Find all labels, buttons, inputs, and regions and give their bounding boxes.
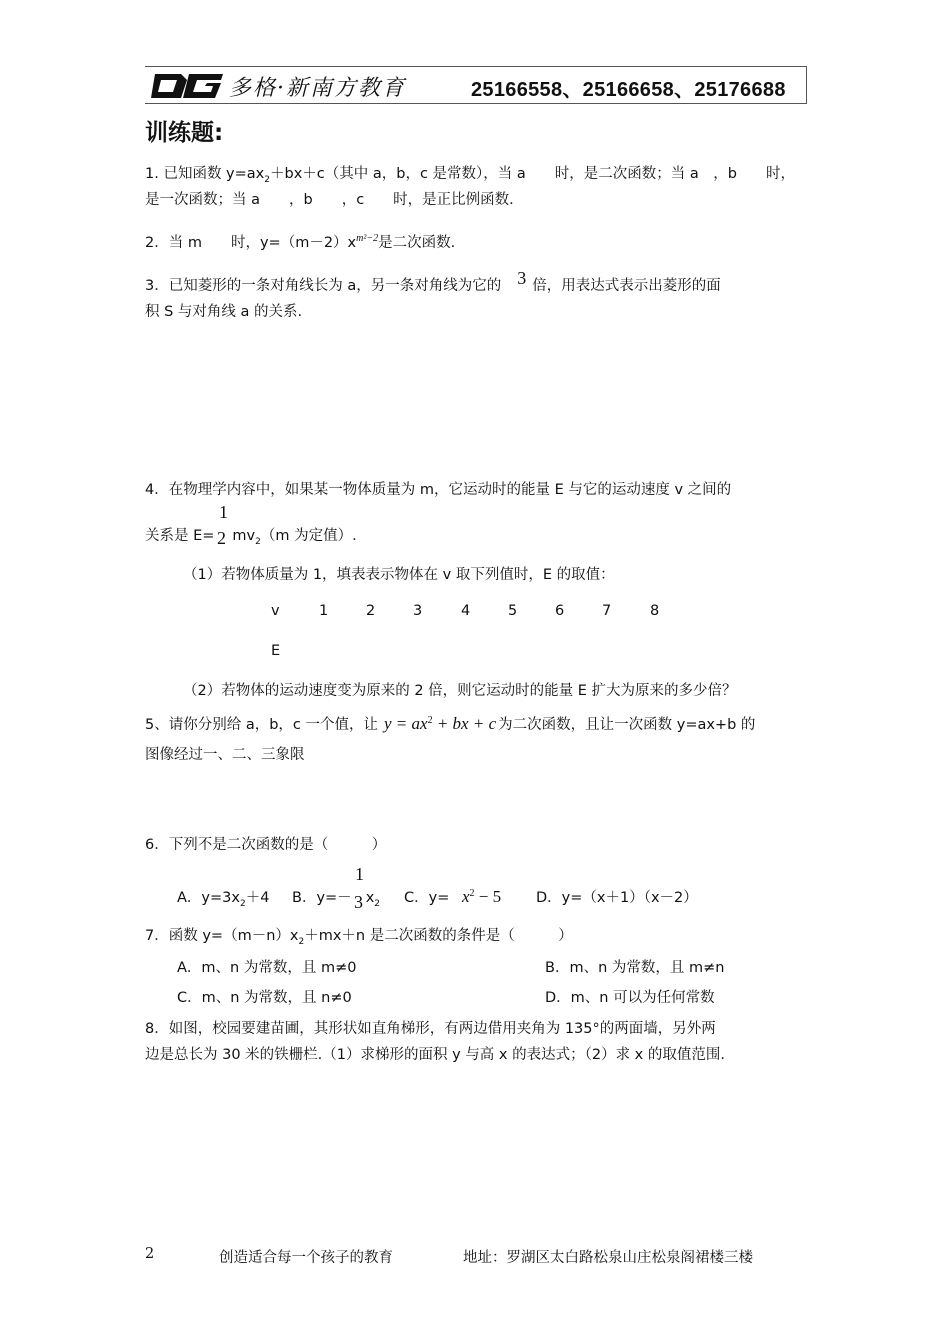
q6-option-b: B．$y=- x_2$	[292, 890, 381, 909]
q4-part1: （1）若物体质量为 1，填表表示物体在 v 取下列值时，E 的取值：	[183, 567, 615, 583]
footer-address: 地址：罗湖区太白路松泉山庄松泉阁裙楼三楼	[463, 1250, 753, 1266]
q4-line1: 4．在物理学内容中，如果某一物体质量为 m，它运动时的能量 E 与它的运动速度 v 之间的	[145, 482, 732, 498]
q7-stem: 7．函数 $y=(m-n)x_2+mx+n$ 是二次函数的条件是（ ）	[145, 928, 573, 947]
q1-line1: 1. 已知函数 $y=ax_2+bx+c$（其中 a，b，c 是常数），当 a 时，是二次函数；当 a ，b 时，	[145, 166, 795, 185]
q7-option-c: C．m、n 为常数，且 n≠0	[177, 990, 352, 1006]
brand-name: 多格·新南方教育	[229, 76, 406, 101]
q3-line2: 积 S 与对角线 a 的关系.	[145, 304, 303, 320]
q5-line2: 图像经过一、二、三象限	[145, 747, 305, 763]
phone-numbers: 25166558、25166658、25176688	[471, 79, 786, 101]
table-v-cell: 8	[650, 603, 660, 619]
table-v-cell: 6	[555, 603, 565, 619]
footer-slogan: 创造适合每一个孩子的教育	[219, 1250, 393, 1266]
q8-line1: 8．如图，校园要建苗圃，其形状如直角梯形，有两边借用夹角为 135°的两面墙，另外两	[145, 1021, 716, 1037]
table-v-cell: 5	[508, 603, 518, 619]
dg-logo-icon	[149, 70, 225, 102]
table-v-cell: 2	[366, 603, 376, 619]
q4-line2: 关系是 $E= mv_2(m$ 为定值）.	[145, 528, 357, 547]
q6-frac-num: 1	[355, 864, 364, 884]
page-title: 训练题:	[145, 120, 224, 146]
q3-line1: 3．已知菱形的一条对角线长为 a，另一条对角线为它的 3 倍，用表达式表示出菱形的面	[145, 268, 721, 294]
q6-option-a: A．$y=3x_2+4$	[177, 890, 270, 909]
table-v-label: v	[271, 603, 280, 619]
q1-line2: 是一次函数；当 a ，b ，c 时，是正比例函数.	[145, 192, 514, 208]
q4-part2: （2）若物体的运动速度变为原来的 2 倍，则它运动时的能量 E 扩大为原来的多少倍？	[183, 683, 737, 699]
table-v-cell: 7	[602, 603, 612, 619]
q6-option-c: C．y=	[404, 890, 450, 906]
q8-line2: 边是总长为 30 米的铁栅栏.（1）求梯形的面积 y 与高 x 的表达式；（2）求 x 的取值范围.	[145, 1047, 725, 1063]
q2-line: 2．当 m 时，$y=(m-2)x^{m^2-2}$是二次函数.	[145, 233, 456, 251]
table-e-label: E	[271, 643, 281, 659]
q6-option-c-math: $x^2 - 5$	[462, 887, 502, 906]
table-v-cell: 1	[319, 603, 329, 619]
table-v-cell: 3	[413, 603, 423, 619]
q7-option-a: A．m、n 为常数，且 m≠0	[177, 960, 357, 976]
table-v-cell: 4	[461, 603, 471, 619]
q7-option-d: D．m、n 可以为任何常数	[545, 990, 715, 1006]
q7-option-b: B．m、n 为常数，且 m≠n	[545, 960, 725, 976]
q6-stem: 6．下列不是二次函数的是（ ）	[145, 837, 387, 853]
q6-frac-den: 3	[354, 892, 363, 912]
q6-option-d: D．y=（x＋1）（x－2）	[536, 890, 698, 906]
page-number: 2	[145, 1246, 155, 1262]
q5-line1: 5、请你分别给 a，b，c 一个值，让 $y = ax^2$ + bx + c 为二次函数，且让一次函数 y=ax+b 的	[145, 714, 756, 733]
q4-frac-den: 2	[217, 528, 226, 548]
header-bar	[145, 66, 807, 104]
q4-frac-num: 1	[219, 502, 228, 522]
